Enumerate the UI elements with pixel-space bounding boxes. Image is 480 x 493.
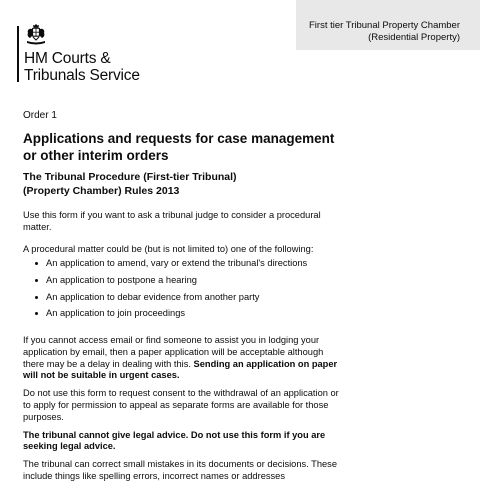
list-item: An application to amend, vary or extend the tribunal's directions bbox=[46, 258, 341, 270]
chamber-label bbox=[296, 0, 480, 50]
paper-text: If you cannot access email or find someone to assist you in lodging your application by email, then a paper application will be acceptable although there may be a delay in dealing with this. bbox=[23, 334, 324, 369]
paper-application-paragraph bbox=[23, 335, 341, 382]
list-item: An application to join proceedings bbox=[46, 308, 341, 320]
list-item: An application to debar evidence from another party bbox=[46, 292, 341, 304]
subtitle-line-2: (Property Chamber) Rules 2013 bbox=[23, 185, 180, 197]
form-content bbox=[23, 109, 341, 493]
chamber-subname: (Residential Property) bbox=[368, 32, 460, 43]
legal-advice-warning: The tribunal cannot give legal advice. Do not use this form if you are seeking legal advice. bbox=[23, 429, 326, 452]
rules-subtitle bbox=[23, 170, 341, 198]
subtitle-line-1: The Tribunal Procedure (First-tier Tribunal) bbox=[23, 171, 237, 183]
royal-coat-of-arms-icon bbox=[24, 24, 48, 46]
page-title: Applications and requests for case management or other interim orders bbox=[23, 131, 335, 163]
intro-paragraph: Use this form if you want to ask a tribunal judge to consider a procedural matter. bbox=[23, 210, 321, 232]
logo-line-1: HM Courts & bbox=[24, 50, 111, 67]
procedural-matter-list bbox=[23, 258, 341, 320]
chamber-name: First tier Tribunal Property Chamber bbox=[309, 20, 460, 31]
logo-line-2: Tribunals Service bbox=[24, 67, 140, 84]
paper-warning: Sending an application on paper will not be suitable in urgent cases. bbox=[23, 358, 338, 381]
order-number: Order 1 bbox=[23, 110, 57, 121]
logo-divider bbox=[17, 26, 19, 82]
consent-paragraph: Do not use this form to request consent to the withdrawal of an application or to apply for permission to appeal as separate forms are available for those purposes. bbox=[23, 388, 339, 422]
mistakes-paragraph: The tribunal can correct small mistakes in its documents or decisions. These include things like spelling errors, incorrect names or addresses bbox=[23, 459, 337, 481]
list-intro: A procedural matter could be (but is not limited to) one of the following: bbox=[23, 243, 314, 254]
hmcts-logo bbox=[24, 50, 140, 84]
list-item: An application to postpone a hearing bbox=[46, 275, 341, 287]
